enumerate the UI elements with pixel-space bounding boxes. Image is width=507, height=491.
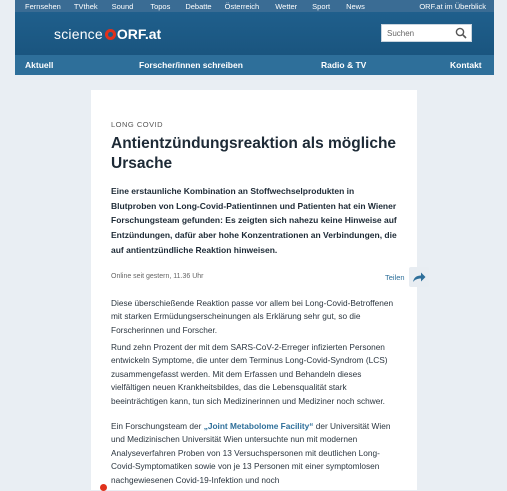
site-header <box>15 12 494 55</box>
paragraph-3-start: Ein Forschungsteam der <box>111 421 204 431</box>
topbar-link-topos[interactable]: Topos <box>150 1 171 11</box>
search-icon[interactable] <box>455 27 467 39</box>
article-paragraph-1: Diese überschießende Reaktion passe vor allem bei Long-Covid-Betroffenen mit starken Ermüdungserscheinungen als Erklärung sehr gut, so die Forscherinnen und Forscher. <box>111 298 394 335</box>
article-card <box>91 90 417 490</box>
joint-metabolome-facility-link[interactable]: „Joint Metabolome Facility“ <box>203 421 314 431</box>
article-timestamp: Online seit gestern, 11.36 Uhr <box>111 273 204 280</box>
nav-item-forscher-schreiben[interactable]: Forscher/innen schreiben <box>139 60 243 70</box>
topbar-link-debatte[interactable]: Debatte <box>185 1 212 11</box>
science-orf-logo[interactable] <box>54 26 161 42</box>
topbar-link-news[interactable]: News <box>346 1 365 11</box>
article-headline: Antientzündungsreaktion als mögliche Ursache <box>111 135 397 172</box>
topbar-link-sound[interactable]: Sound <box>111 1 134 11</box>
nav-item-radio-tv[interactable]: Radio & TV <box>321 60 367 70</box>
topbar-link-overview[interactable]: ORF.at im Überblick <box>419 1 486 11</box>
nav-item-aktuell[interactable]: Aktuell <box>25 60 54 70</box>
topbar-link-wetter[interactable]: Wetter <box>275 1 298 11</box>
share-button[interactable] <box>409 267 429 287</box>
logo-orf-text: ORF.at <box>116 26 162 42</box>
article-paragraph-3 <box>111 420 401 487</box>
share-arrow-icon <box>412 271 426 283</box>
search-box <box>381 24 472 42</box>
logo-science-text: science <box>54 26 103 42</box>
main-nav <box>15 55 494 75</box>
topbar-link-fernsehen[interactable]: Fernsehen <box>25 1 61 11</box>
orf-topbar <box>15 0 494 12</box>
topbar-link-sport[interactable]: Sport <box>312 1 331 11</box>
topbar-link-oesterreich[interactable]: Österreich <box>224 1 260 11</box>
article-paragraph-2: Rund zehn Prozent der mit dem SARS-CoV-2-Erreger infizierten Personen entwickeln Symptome, die unter dem Terminus Long-Covid-Syndrom (LCS) zusammengefasst werden. Mit dem Erfassen und Behandeln dieses vielfältigen neuen Krankheitsbildes, das die Lebensqualität stark beeinträchtigen kann, tun sich Medizinerinnen und Mediziner noch schwer. <box>111 342 388 406</box>
paragraph-3-end: der Universität Wien und Medizinischen Universität Wien untersuchte nun mit modernen Analyseverfahren Proben von 13 Versuchspersonen mit deutlichen Long-Covid-Symptomatiken sowie von je 13 Personen mit einer symptomlosen nachgewiesenen Covid-19-Infektion und noch <box>111 421 391 485</box>
nav-item-kontakt[interactable]: Kontakt <box>450 60 482 70</box>
article-lead: Eine erstaunliche Kombination an Stoffwechselprodukten in Blutproben von Long-Covid-Patientinnen und Patienten hat ein Wiener Forschungsteam gefunden: Es zeigten sich nahezu keine Hinweise auf Entzündungen, dafür aber hohe Konzentrationen an Verbindungen, die auf antientzündliche Reaktion hinweisen. <box>111 186 397 255</box>
search-input[interactable] <box>387 29 453 38</box>
article-kicker: LONG COVID <box>111 120 164 129</box>
share-label[interactable]: Teilen <box>385 273 405 282</box>
orf-eye-icon <box>105 29 116 40</box>
topbar-link-tvthek[interactable]: TVthek <box>73 1 98 11</box>
